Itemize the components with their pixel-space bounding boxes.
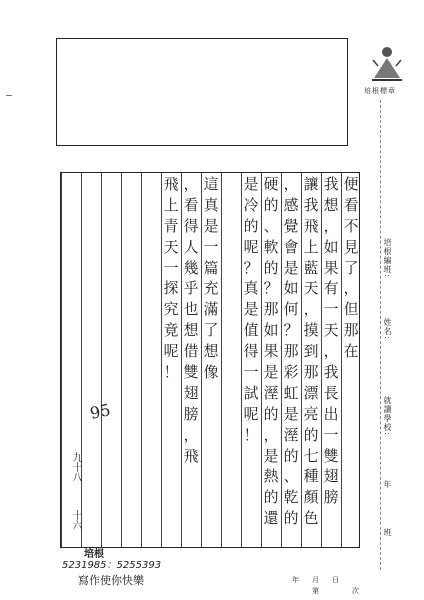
essay-char: 是 [283, 404, 299, 423]
essay-char: 熱 [263, 467, 279, 486]
essay-char: 如 [323, 237, 339, 256]
essay-char: 真 [203, 195, 219, 214]
essay-char: 的 [283, 446, 299, 465]
essay-char: 的 [263, 404, 279, 423]
essay-char: ， [263, 425, 279, 444]
essay-char: 篇 [203, 258, 219, 277]
essay-char: 探 [163, 279, 179, 298]
essay-char: 溼 [263, 383, 279, 402]
essay-char: 我 [323, 363, 339, 381]
grade-mark: 95 [88, 400, 113, 423]
essay-char: 滿 [203, 300, 219, 319]
class-no-label: 班 [383, 528, 392, 537]
essay-char: 感 [283, 195, 299, 214]
essay-char: ？ [263, 279, 279, 298]
brand-stamp: 培根 [84, 549, 104, 560]
essay-char: 的 [263, 195, 279, 214]
essay-char: 也 [183, 300, 199, 319]
essay-char: 呢 [163, 342, 179, 361]
essay-char: 是 [203, 216, 219, 235]
essay-char: 是 [263, 446, 279, 465]
margin-tick [6, 95, 12, 96]
essay-char: 覺 [283, 216, 299, 235]
essay-char: ？ [283, 321, 299, 340]
essay-char: 出 [323, 404, 339, 423]
essay-char: 一 [323, 425, 339, 444]
essay-char: 值 [243, 321, 259, 340]
essay-char: 上 [303, 237, 319, 256]
essay-char: 天 [163, 237, 179, 256]
essay-char: 彩 [283, 363, 299, 381]
empty-column [81, 173, 102, 547]
footer-day: 日 [332, 576, 339, 584]
essay-char: 果 [323, 258, 339, 277]
essay-char: 長 [323, 383, 339, 402]
essay-char: 雙 [323, 446, 339, 465]
school-label: 就讀學校: [383, 396, 392, 436]
essay-char: ， [183, 425, 199, 444]
essay-char: 顏 [303, 488, 319, 507]
essay-char: 乎 [183, 279, 199, 298]
essay-char: 那 [303, 363, 319, 381]
essay-char: 竟 [163, 321, 179, 340]
essay-char: 了 [203, 321, 219, 340]
essay-char: 還 [263, 509, 279, 528]
essay-char: 我 [303, 195, 319, 214]
essay-char: 了 [343, 258, 359, 277]
essay-char: 充 [203, 279, 219, 298]
essay-char: 的 [303, 425, 319, 444]
essay-char: 那 [283, 342, 299, 361]
writing-grid [60, 172, 360, 548]
footer-times: 次 [352, 587, 359, 595]
essay-char: 是 [243, 300, 259, 319]
essay-char: 、 [263, 216, 279, 235]
name-label: 姓名: [383, 318, 392, 340]
essay-char: 飛 [183, 446, 199, 465]
essay-char: 一 [243, 363, 259, 381]
grade-label: 年 [383, 480, 392, 489]
essay-char: 那 [263, 300, 279, 319]
logo-caption: 培根標章 [364, 87, 396, 95]
essay-char: 的 [263, 258, 279, 277]
essay-char: 天 [323, 321, 339, 340]
essay-char: 果 [263, 342, 279, 361]
essay-char: ， [323, 342, 339, 361]
essay-char: 得 [183, 216, 199, 235]
essay-char: 七 [303, 446, 319, 465]
essay-char: 有 [323, 279, 339, 298]
essay-char: 、 [283, 467, 299, 486]
essay-char: 藍 [303, 258, 319, 277]
class-label: 培根編班: [383, 238, 392, 278]
essay-char: 的 [283, 509, 299, 528]
essay-char: 飛 [163, 175, 179, 193]
essay-char: 是 [243, 175, 259, 193]
essay-char: ， [283, 175, 299, 193]
essay-char: 種 [303, 467, 319, 486]
essay-char: 看 [183, 195, 199, 214]
essay-char: 硬 [263, 175, 279, 193]
essay-char: 在 [343, 342, 359, 361]
essay-char: 呢 [243, 404, 259, 423]
essay-char: 像 [203, 363, 219, 381]
essay-char: 到 [303, 342, 319, 361]
essay-char: 的 [263, 488, 279, 507]
margin-note-2: 十六 [70, 510, 81, 530]
essay-char: 溼 [283, 425, 299, 444]
footer-year: 年 [292, 576, 299, 584]
essay-char: 一 [163, 258, 179, 277]
essay-char: 翅 [183, 383, 199, 402]
essay-char: 想 [323, 195, 339, 214]
essay-char: 如 [283, 279, 299, 298]
essay-char: 膀 [183, 404, 199, 423]
essay-char: 想 [183, 321, 199, 340]
essay-char: 飛 [303, 216, 319, 235]
essay-char: 究 [163, 300, 179, 319]
footer-seq: 第 [312, 587, 319, 595]
essay-char: 人 [183, 237, 199, 256]
essay-char: 我 [323, 175, 339, 193]
side-divider [380, 100, 381, 570]
essay-char: 是 [263, 363, 279, 381]
essay-char: 膀 [323, 488, 339, 507]
empty-column [101, 173, 122, 547]
essay-char: 的 [243, 216, 259, 235]
footer-slogan: 寫作使你快樂 [78, 574, 144, 587]
school-logo-icon [368, 44, 406, 84]
essay-char: 試 [243, 383, 259, 402]
footer-month: 月 [312, 576, 319, 584]
essay-char: 不 [343, 216, 359, 235]
essay-char: 但 [343, 300, 359, 319]
essay-char: 想 [203, 342, 219, 361]
essay-char: ， [303, 300, 319, 319]
essay-char: 上 [163, 195, 179, 214]
essay-char: 一 [203, 237, 219, 256]
margin-note-1: 九十八 [70, 452, 81, 482]
empty-column [121, 173, 142, 547]
essay-char: ， [183, 175, 199, 193]
essay-char: 色 [303, 509, 319, 528]
essay-char: 這 [203, 175, 219, 193]
teacher-comment-box [56, 38, 348, 146]
essay-char: 呢 [243, 237, 259, 256]
essay-char: 得 [243, 342, 259, 361]
essay-char: 雙 [183, 363, 199, 381]
essay-char: 冷 [243, 195, 259, 214]
essay-char: 幾 [183, 258, 199, 277]
essay-char: 那 [343, 321, 359, 340]
essay-column [221, 173, 242, 547]
essay-char: 一 [323, 300, 339, 319]
essay-char: 看 [343, 195, 359, 214]
essay-char: 翅 [323, 467, 339, 486]
essay-char: 軟 [263, 237, 279, 256]
essay-char: 借 [183, 342, 199, 361]
essay-char: 虹 [283, 383, 299, 402]
essay-char: ！ [163, 363, 179, 381]
essay-char: 讓 [303, 175, 319, 193]
essay-char: 會 [283, 237, 299, 256]
essay-char: ， [323, 216, 339, 235]
phone-number: 5231985：5255393 [62, 560, 162, 571]
essay-char: 乾 [283, 488, 299, 507]
essay-char: ！ [243, 425, 259, 444]
essay-char: 便 [343, 175, 359, 193]
essay-char: 是 [283, 258, 299, 277]
essay-char: 天 [303, 279, 319, 298]
essay-char: 青 [163, 216, 179, 235]
essay-char: 何 [283, 300, 299, 319]
essay-char: 摸 [303, 321, 319, 340]
essay-char: 漂 [303, 383, 319, 402]
essay-char: 見 [343, 237, 359, 256]
essay-char: 真 [243, 279, 259, 298]
essay-char: ？ [243, 258, 259, 277]
empty-column [141, 173, 162, 547]
essay-char: ， [343, 279, 359, 298]
essay-char: 亮 [303, 404, 319, 423]
essay-char: 如 [263, 321, 279, 340]
